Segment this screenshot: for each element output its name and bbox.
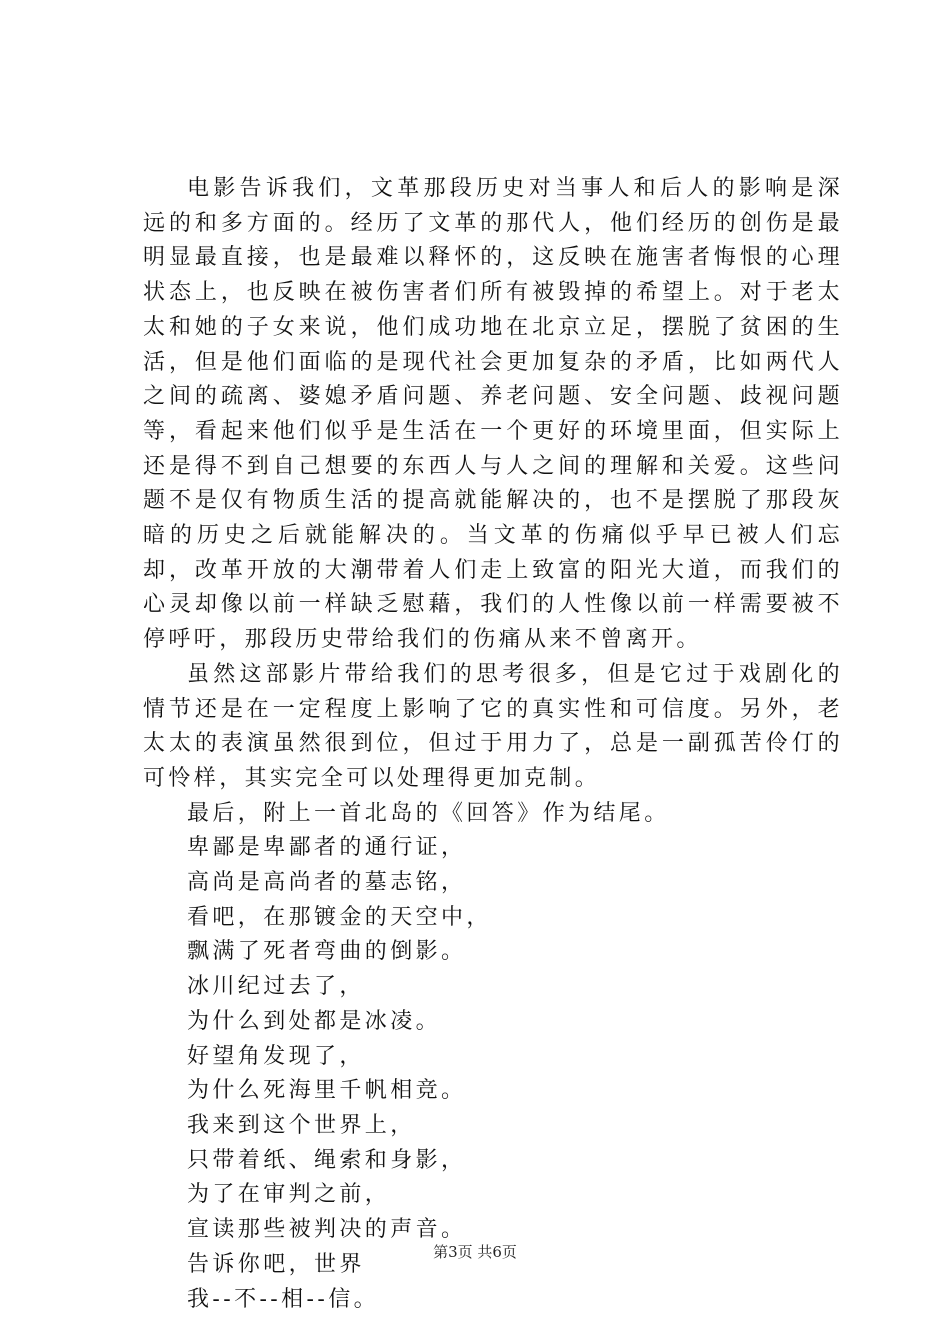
paragraph-2: 虽然这部影片带给我们的思考很多，但是它过于戏剧化的情节还是在一定程度上影响了它的真实性和可信度。另外，老太太的表演虽然很到位，但过于用力了，总是一副孤苦伶仃的可怜样，其实完全可以处理得更加克制。: [143, 661, 843, 791]
poem-line: 宣读那些被判决的声音。: [187, 1217, 467, 1243]
poem-line: 只带着纸、绳索和身影，: [187, 1147, 467, 1173]
poem-line: 冰川纪过去了，: [187, 974, 365, 1000]
poem-line: 卑鄙是卑鄙者的通行证，: [187, 835, 467, 861]
poem-line: 为什么到处都是冰凌。: [187, 1008, 442, 1034]
poem-line: 飘满了死者弯曲的倒影。: [187, 939, 467, 965]
poem-line: 我--不--相--信。: [187, 1286, 380, 1312]
poem-line: 为什么死海里千帆相竞。: [187, 1078, 467, 1104]
poem-line: 我来到这个世界上，: [187, 1112, 416, 1138]
page-number-footer: 第3页 共6页: [433, 1243, 517, 1261]
poem-line: 好望角发现了，: [187, 1043, 365, 1069]
paragraph-3: 最后，附上一首北岛的《回答》作为结尾。: [187, 800, 670, 826]
poem-line: 为了在审判之前，: [187, 1182, 391, 1208]
document-body: [143, 172, 843, 1317]
paragraph-1: 电影告诉我们，文革那段历史对当事人和后人的影响是深远的和多方面的。经历了文革的那代人，他们经历的创伤是最明显最直接，也是最难以释怀的，这反映在施害者悔恨的心理状态上，也反映在被伤害者们所有被毁掉的希望上。对于老太太和她的子女来说，他们成功地在北京立足，摆脱了贫困的生活，但是他们面临的是现代社会更加复杂的矛盾，比如两代人之间的疏离、婆媳矛盾问题、养老问题、安全问题、歧视问题等，看起来他们似乎是生活在一个更好的环境里面，但实际上还是得不到自己想要的东西人与人之间的理解和关爱。这些问题不是仅有物质生活的提高就能解决的，也不是摆脱了那段灰暗的历史之后就能解决的。当文革的伤痛似乎早已被人们忘却，改革开放的大潮带着人们走上致富的阳光大道，而我们的心灵却像以前一样缺乏慰藉，我们的人性像以前一样需要被不停呼吁，那段历史带给我们的伤痛从来不曾离开。: [143, 176, 843, 653]
poem-line: 看吧，在那镀金的天空中，: [187, 904, 492, 930]
poem-line: 告诉你吧，世界: [187, 1251, 365, 1277]
poem-line: 高尚是高尚者的墓志铭，: [187, 870, 467, 896]
